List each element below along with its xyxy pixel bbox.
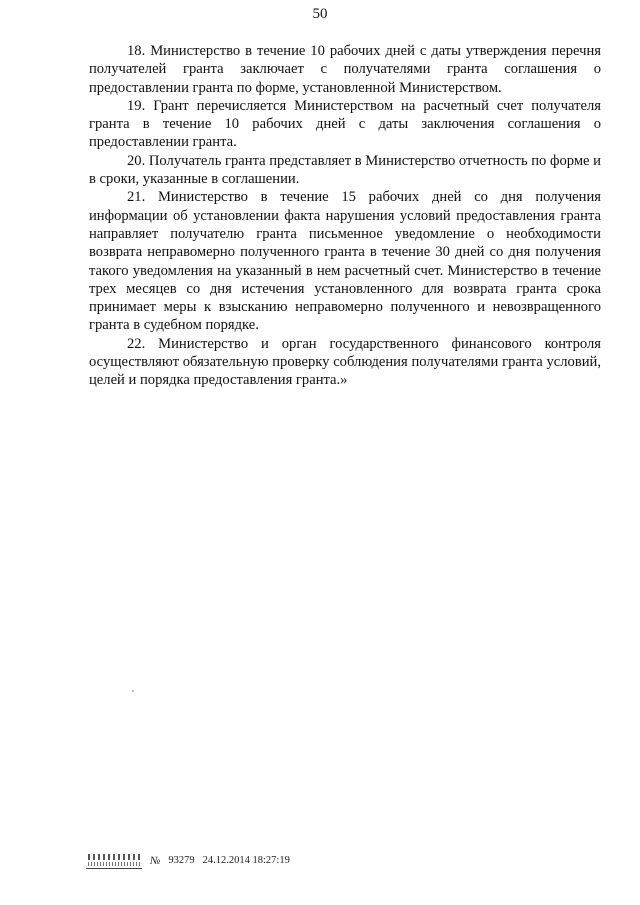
document-number: 93279 [168,855,195,866]
page-number: 50 [312,6,328,22]
document-body [89,42,601,390]
number-sign: № [150,854,161,867]
scan-speck [132,690,134,692]
registry-stamp-icon [86,852,142,869]
paragraph-19: 19. Грант перечисляется Министерством на расчетный счет получателя гранта в течение 10 рабочих дней с даты заключения соглашения о предоставлении гранта. [89,97,601,151]
paragraph-20: 20. Получатель гранта представляет в Министерство отчетность по форме и в сроки, указанные в соглашении. [89,152,601,188]
paragraph-18: 18. Министерство в течение 10 рабочих дней с даты утверждения перечня получателей гранта заключает с получателями гранта соглашения о предоставлении гранта по форме, установленной Министерством. [89,43,601,96]
paragraph-22: 22. Министерство и орган государственного финансового контроля осуществляют обязательную проверку соблюдения получателями гранта условий, целей и порядка предоставления гранта.» [89,335,601,389]
footer-stamp [86,852,290,869]
paragraph-21: 21. Министерство в течение 15 рабочих дней со дня получения информации об установлении факта нарушения условий предоставления гранта направляет получателю гранта письменное уведомление о необходимости возврата неправомерно полученного гранта в течение 30 дней со дня получения такого уведомления на указанный в нем расчетный счет. Министерство в течение трех месяцев со дня истечения установленного для возврата гранта срока принимает меры к взысканию неправомерно полученного и невозвращенного гранта в судебном порядке. [89,189,601,334]
document-timestamp: 24.12.2014 18:27:19 [202,855,290,866]
